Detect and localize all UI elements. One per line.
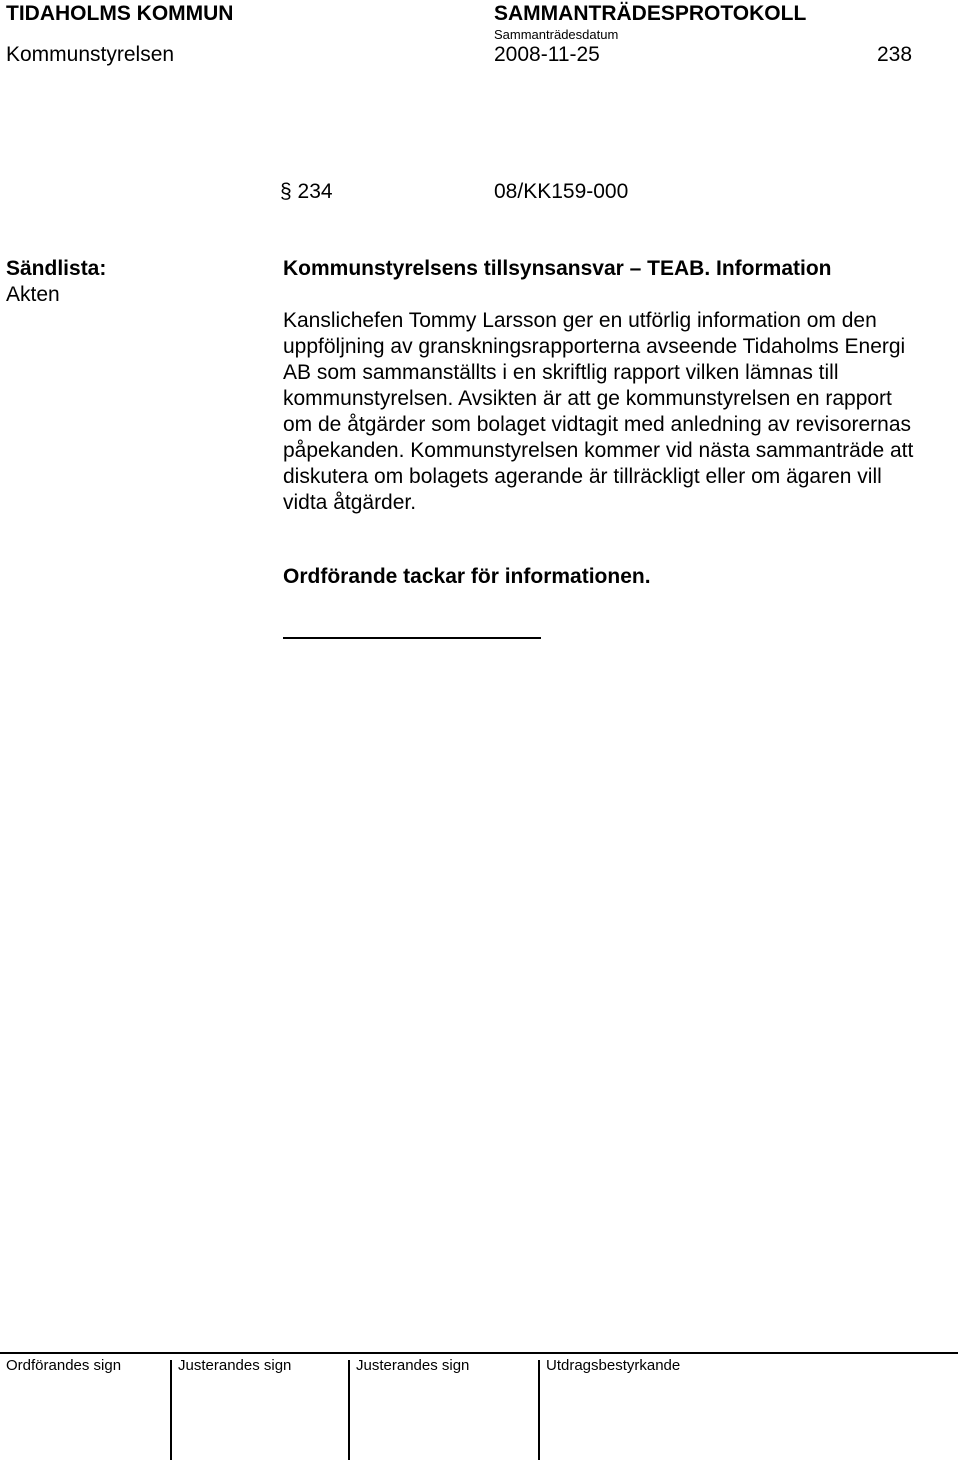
signature-label-adjuster-2: Justerandes sign bbox=[356, 1357, 470, 1374]
item-conclusion: Ordförande tackar för informationen. bbox=[283, 565, 651, 588]
document-type: SAMMANTRÄDESPROTOKOLL bbox=[494, 2, 807, 25]
meeting-date: 2008-11-25 bbox=[494, 43, 600, 66]
item-heading: Kommunstyrelsens tillsynsansvar – TEAB. Information bbox=[283, 257, 832, 280]
diary-number: 08/KK159-000 bbox=[494, 180, 629, 203]
organization-name: TIDAHOLMS KOMMUN bbox=[6, 2, 234, 25]
signature-box-top-rule bbox=[0, 1352, 958, 1354]
signature-label-certification: Utdragsbestyrkande bbox=[546, 1357, 681, 1374]
sendlist-item: Akten bbox=[6, 283, 60, 306]
page-number: 238 bbox=[877, 43, 913, 66]
section-number: § 234 bbox=[280, 180, 333, 203]
end-of-item-rule bbox=[283, 637, 541, 639]
meeting-date-label: Sammanträdesdatum bbox=[494, 27, 619, 42]
signature-label-chair: Ordförandes sign bbox=[6, 1357, 122, 1374]
sendlist-label: Sändlista: bbox=[6, 257, 107, 280]
signature-label-adjuster-1: Justerandes sign bbox=[178, 1357, 292, 1374]
signature-divider bbox=[348, 1360, 350, 1460]
signature-divider bbox=[538, 1360, 540, 1460]
item-body-text: Kanslichefen Tommy Larsson ger en utförlig information om den uppföljning av granskningsrapporterna avseende Tidaholms Energi AB som sammanställts i en skriftlig rapport vilken lämnas till kommunstyrelsen. Avsikten är att ge kommunstyrelsen en rapport om de åtgärder som bolaget vidtagit med anledning av revisorernas påpekanden. Kommunstyrelsen kommer vid nästa sammanträde att diskutera om bolagets agerande är tillräckligt eller om ägaren vill vidta åtgärder. bbox=[283, 309, 914, 514]
signature-divider bbox=[170, 1360, 172, 1460]
governing-body: Kommunstyrelsen bbox=[6, 43, 175, 66]
